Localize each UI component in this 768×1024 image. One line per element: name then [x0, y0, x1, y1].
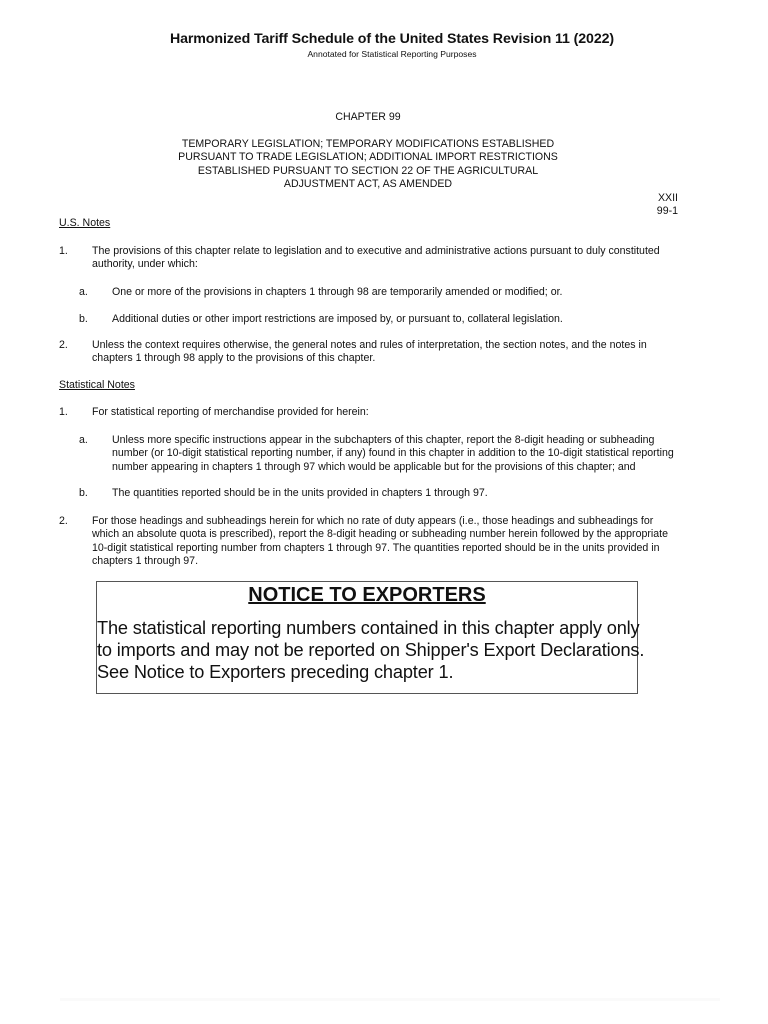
subnote-text: The quantities reported should be in the units provided in chapters 1 through 97.	[112, 487, 488, 499]
chapter-title-line: TEMPORARY LEGISLATION; TEMPORARY MODIFICATIONS ESTABLISHED	[181, 138, 555, 150]
section-page-code	[657, 192, 678, 219]
subnote-text: Additional duties or other import restrictions are imposed by, or pursuant to, collateral legislation.	[112, 313, 563, 325]
us-notes-heading: U.S. Notes	[59, 217, 111, 229]
subnote-letter: b.	[79, 487, 88, 499]
note-number: 1.	[59, 245, 68, 257]
subnote-text: One or more of the provisions in chapters 1 through 98 are temporarily amended or modified; or.	[112, 286, 563, 298]
chapter-title-line: ADJUSTMENT ACT, AS AMENDED	[283, 177, 453, 190]
subnote-letter: b.	[79, 313, 88, 325]
chapter-title-line: PURSUANT TO TRADE LEGISLATION; ADDITIONAL IMPORT RESTRICTIONS	[178, 151, 558, 164]
chapter-number: CHAPTER 99	[335, 111, 401, 123]
note-text: For statistical reporting of merchandise provided for herein:	[92, 406, 369, 418]
note-number: 2.	[59, 515, 68, 527]
subnote-letter: a.	[79, 286, 88, 298]
notice-line: See Notice to Exporters preceding chapter 1.	[97, 662, 454, 682]
us-note-2	[59, 339, 679, 366]
statistical-notes-heading: Statistical Notes	[59, 379, 135, 391]
document-title: Harmonized Tariff Schedule of the United States Revision 11 (2022)	[169, 31, 615, 47]
note-text: The provisions of this chapter relate to legislation and to executive and administrative actions pursuant to duly constituted authority, under which:	[92, 245, 660, 271]
note-text: Unless the context requires otherwise, the general notes and rules of interpretation, the section notes, and the notes in chapters 1 through 98 apply to the provisions of this chapter.	[92, 339, 647, 365]
notice-title: NOTICE TO EXPORTERS	[248, 584, 486, 606]
notice-line: The statistical reporting numbers contained in this chapter apply only	[97, 618, 640, 638]
chapter-title	[0, 138, 736, 191]
note-text: For those headings and subheadings herein for which no rate of duty appears (i.e., those headings and subheadings for which an absolute quota is prescribed), report the 8-digit heading or subheading number herein followed by the appropriate 10-digit statistical reporting number from chapters 1 through 97. The quantities reported should be in the units provided in chapters 1 through 97.	[92, 515, 668, 567]
subnote-text: Unless more specific instructions appear in the subchapters of this chapter, report the 8-digit heading or subheading number (or 10-digit statistical reporting number, if any) found in this chapter in addition to the 10-digit statistical reporting number appearing in chapters 1 through 97 which would be applicable but for the provisions of this chapter; and	[112, 434, 674, 473]
stat-note-1a	[79, 434, 679, 474]
chapter-title-line: ESTABLISHED PURSUANT TO SECTION 22 OF THE AGRICULTURAL	[197, 164, 539, 177]
stat-note-2	[59, 515, 679, 568]
stat-note-1b	[79, 487, 679, 500]
note-number: 1.	[59, 406, 68, 418]
stat-note-1	[59, 406, 679, 419]
document-subtitle: Annotated for Statistical Reporting Purposes	[307, 49, 477, 59]
us-note-1	[59, 245, 679, 272]
notice-line: to imports and may not be reported on Shipper's Export Declarations.	[97, 640, 645, 660]
us-note-1b	[79, 313, 679, 326]
notice-to-exporters-box	[96, 581, 645, 694]
section-number: XXII	[657, 192, 678, 204]
page-footer-divider	[60, 998, 720, 1001]
note-number: 2.	[59, 339, 68, 351]
notice-text	[97, 617, 657, 683]
us-note-1a	[79, 286, 679, 299]
subnote-letter: a.	[79, 434, 88, 446]
page-number: 99-1	[656, 205, 678, 218]
